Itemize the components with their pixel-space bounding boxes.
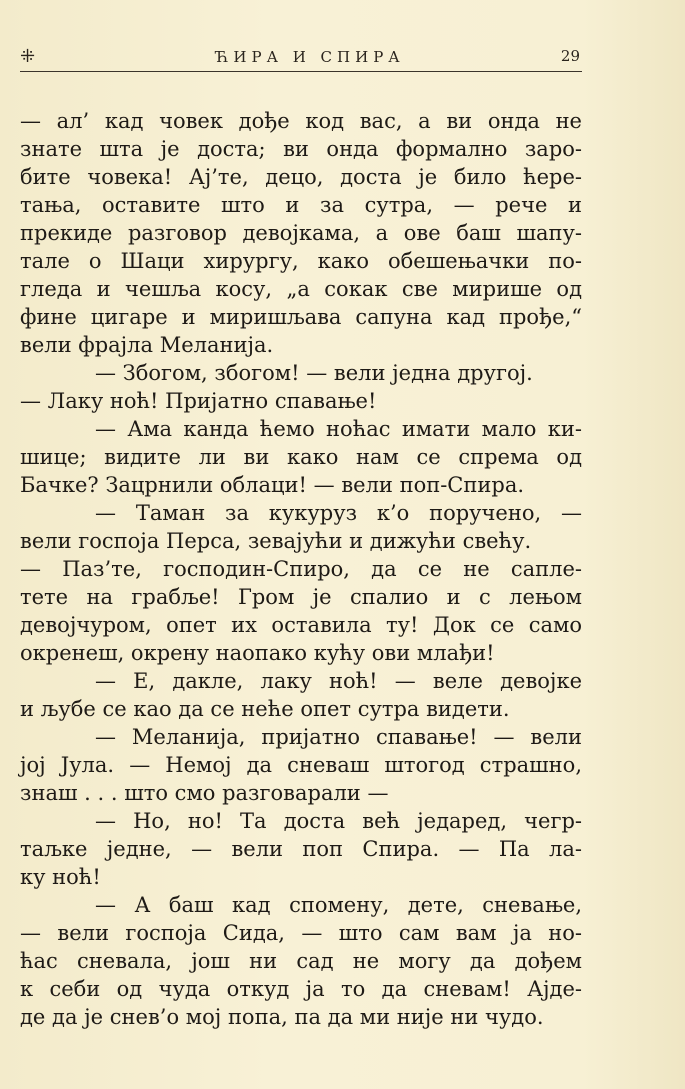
text-line: вели фрајла Меланија. [20,333,274,357]
text-line: — А баш кад спомену, дете, сневање, [95,893,582,917]
text-line: окренеш, окрену наопако кућу ови млађи! [20,641,495,665]
text-line: де да је снев’о мој попа, па да ми није ни чудо. [20,1005,544,1029]
text-line: знате шта је доста; ви онда формално заро- [20,137,582,161]
running-title: ЋИРА И СПИРА [215,48,405,66]
text-line: ћас сневала, још ни сад не могу да дођем [20,949,582,973]
text-line: знаш . . . што смо разговарали — [20,781,389,805]
text-line: вели госпоја Перса, зевајући и дижући свећу. [20,529,532,553]
text-line: тања, оставите што и за сутра, — рече и [20,193,582,217]
text-line: — Меланија, пријатно спавање! — вели [95,725,582,749]
text-line: бите човека! Ај’те, децо, доста је било ћере- [20,165,582,189]
text-line: — Паз’те, господин-Спиро, да се не сапле- [20,557,582,581]
text-line: — Таман за кукуруз к’о поручено, — [95,501,582,525]
text-line: — Збогом, збогом! — вели једна другој. [95,361,533,385]
text-line: тете на грабље! Гром је спалио и с лењом [20,585,582,609]
text-line: — вели госпоја Сида, — што сам вам ја но- [20,921,582,945]
text-line: Бачке? Зацрнили облаци! — вели поп-Спира. [20,473,525,497]
text-line: и љубе се као да се неће опет сутра видети. [20,697,510,721]
text-line: — Лаку ноћ! Пријатно спавање! [20,389,377,413]
text-line: гледа и чешља косу, „а сокак све мирише од [20,277,582,301]
text-line: ку ноћ! [20,865,101,889]
text-line: прекиде разговор девојкама, а ове баш шапу- [20,221,582,245]
body-text [20,107,582,1031]
page-number: 29 [560,47,580,65]
text-line: јој Јула. — Немој да сневаш штогод страшно, [20,753,582,777]
text-line: — ал’ кад човек дође код вас, а ви онда не [20,109,582,133]
text-line: девојчуром, опет их оставила ту! Док се само [20,613,582,637]
text-line: тале о Шаци хирургу, како обешењачки по- [20,249,582,273]
text-line: таљке једне, — вели поп Спира. — Па ла- [20,837,582,861]
text-line: — Но, но! Та доста већ једаред, чегр- [95,809,582,833]
text-line: фине цигаре и миришљава сапуна кад прође,“ [20,305,582,329]
ornament-icon: ⁜ [20,46,36,67]
text-line: шице; видите ли ви како нам се спрема од [20,445,582,469]
text-line: — Е, дакле, лаку ноћ! — веле девојке [95,669,582,693]
text-line: — Ама канда ћемо ноћас имати мало ки- [95,417,582,441]
text-line: к себи од чуда откуд ја то да сневам! Ајде- [20,977,582,1001]
header-rule [20,71,582,72]
page-header [20,46,580,70]
